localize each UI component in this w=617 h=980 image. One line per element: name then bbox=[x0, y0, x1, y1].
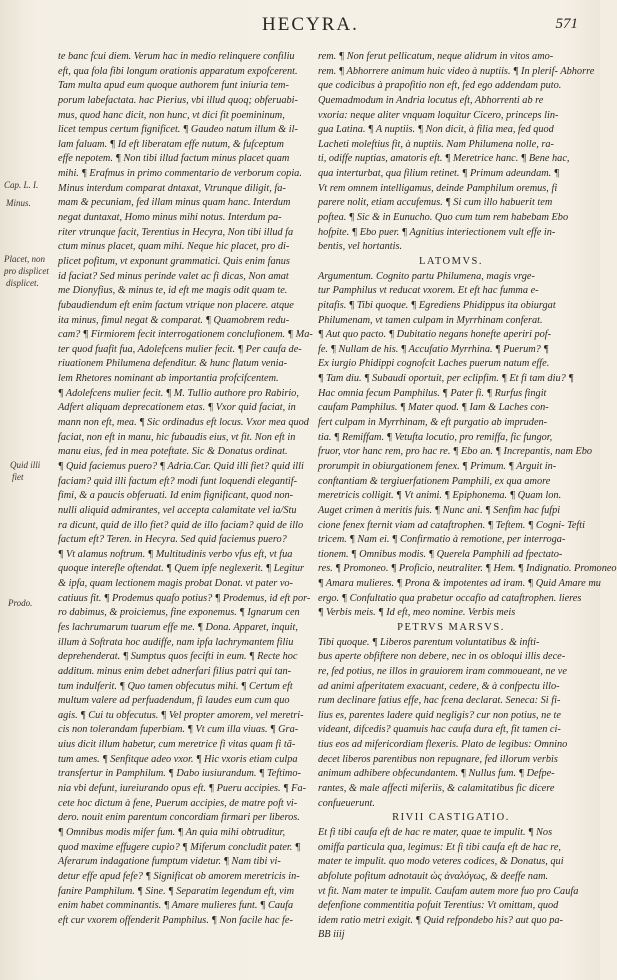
margin-note: Cap. L. I. bbox=[4, 180, 39, 190]
text-line: Vt rem omnem intelligamus, deinde Pamphilum oremus, fi bbox=[318, 182, 558, 194]
text-line: cione fenex fternit viam ad cataftrophen. ¶ Teftem. ¶ Cogni- Tefti bbox=[318, 519, 586, 531]
text-line: mam & pecuniam, fed illam minus quam hanc. Interdum bbox=[58, 197, 291, 209]
text-line: enim habet comminantis. ¶ Amare mulieres funt. ¶ Caufa bbox=[58, 900, 294, 912]
text-line: cis non tolerandam fuperbiam. ¶ Vt cum illa viuas. ¶ Gra- bbox=[58, 724, 299, 736]
text-line: faciat, non eft in manu, hic fubaudis eius, vt fit. Non eft in bbox=[58, 431, 296, 443]
left-column bbox=[58, 50, 316, 928]
text-line: factum eft? Teren. in Hecyra. Sed quid faciemus puero? bbox=[58, 534, 287, 546]
section-heading: RIVII CASTIGATIO. bbox=[392, 812, 510, 824]
text-line: te banc fcui diem. Verum hac in medio relinquere confiliu bbox=[58, 51, 295, 62]
text-line: bus aperte obfiftere non debere, nec in os obloqui illis dece- bbox=[318, 651, 566, 663]
text-line: mus, quod hanc dicit, non hunc, vt dici fit poemininum, bbox=[58, 109, 285, 121]
text-line: ¶ Adolefcens mulier fecit. ¶ M. Tullio authore pro Rabirio, bbox=[58, 387, 299, 399]
text-line: ¶ Amara mulieres. ¶ Prona & impotentes ad iram. ¶ Quid Amare mu bbox=[318, 578, 601, 590]
text-line: lam faluam. ¶ Id eft liberatam effe nutum, & fufceptum bbox=[58, 138, 284, 150]
text-line: & ipfa, quam lectionem magis probat Donat. vt pater vo- bbox=[58, 578, 293, 590]
text-line: res. ¶ Promoneo. ¶ Proficio, neutraliter. ¶ Hem. ¶ Indignatio. Promoneo bbox=[318, 563, 617, 575]
text-line: mater te impulit. quo modo veteres codices, & Donatus, qui bbox=[318, 856, 564, 868]
text-line: idem ratio metri exigit. ¶ Quid refpondebo his? aut quo pa- bbox=[318, 914, 563, 926]
text-line: ergo. ¶ Confultatio qua prabetur occafio ad cataftrophen. lieres bbox=[318, 592, 582, 604]
text-line: ¶ Tam diu. ¶ Subaudi oportuit, per eclipfim. ¶ Et fi tam diu? ¶ bbox=[318, 373, 574, 385]
text-line: conftantiam & tergiuerfationem Pamphili, ex qua amore bbox=[318, 475, 551, 487]
text-line: Tam multa apud eum quoque authorem funt iniuria tem- bbox=[58, 80, 289, 92]
text-line: eft, qua fola fibi longum orationis apparatum expofcerent. bbox=[58, 65, 298, 77]
text-line: lem Rhetores nominant ab importantia profcifcentem. bbox=[58, 373, 279, 385]
margin-note: Quid illi bbox=[10, 460, 41, 470]
text-line: me Dionyfius, & minus te, id eft me magis odit quam te. bbox=[58, 285, 288, 297]
text-line: tionem. ¶ Omnibus modis. ¶ Querela Pamphili ad fpectato- bbox=[318, 548, 563, 560]
text-line: abfolute pofitum adnotauit ὡς ἀναλόγως, & deeffe nam. bbox=[318, 870, 549, 882]
text-line: faciam? quid illi factum eft? modi funt loquendi elegantif- bbox=[58, 475, 298, 487]
text-line: lius es, parentes ladere quid negligis? cur non potius, ne te bbox=[318, 709, 561, 721]
text-line: vxoria: neque aliter vnquam loquitur Cicero, princeps lin- bbox=[318, 109, 559, 121]
text-line: id faciat? Sed minus perinde valet ac fi dicas, Non amat bbox=[58, 270, 289, 282]
text-line: rum declinare fatius effe, hac fcena declarat. Seneca: Si fi- bbox=[318, 695, 561, 707]
text-line: que codicibus à prapofitio non eft, fed ego addendam puto. bbox=[318, 80, 562, 92]
text-line: rem. ¶ Non ferut pellicatum, neque alidrum in vitos amo- bbox=[318, 51, 554, 62]
text-line: fanire Pamphilum. ¶ Sine. ¶ Separatim legendum eft, vim bbox=[58, 885, 295, 897]
margin-note: Minus. bbox=[6, 198, 31, 208]
text-line: Ex iurgio Phidippi cognofcit Laches puerum natum effe. bbox=[318, 358, 550, 370]
text-line: porum labefactata. hac Pierius, vbi illud quoq; obferuabi- bbox=[58, 94, 298, 106]
text-line: uius dicit illum habetur, cum meretrice fi vitas quam fi tã- bbox=[58, 739, 296, 751]
text-line: videant, difcedis? quamuis hac caufa dura eft, fit tamen ci- bbox=[318, 724, 561, 736]
running-title: HECYRA. bbox=[262, 14, 359, 35]
text-line: fimi, & a paucis obferuati. Id enim fignificant, quod non- bbox=[58, 490, 294, 502]
text-line: tum indulferit. ¶ Quo tamen obfecutus mihi. ¶ Certum eft bbox=[58, 680, 293, 692]
text-line: additum. minus enim debet adnerfari filius patri qui tan- bbox=[58, 665, 292, 677]
text-line: defenfione commentitia pofuit Terentius: Vt omittam, quod bbox=[318, 900, 559, 912]
text-line: ¶ Quid faciemus puero? ¶ Adria.Car. Quid illi fiet? quid illi bbox=[58, 460, 304, 472]
text-line: fert culpam in Myrrhinam, & eft purgatio ab impruden- bbox=[318, 417, 548, 429]
text-line: Adfert aliquam deprecationem etas. ¶ Vxor quid faciat, in bbox=[58, 402, 296, 414]
text-line: negat duntaxat, Homo minus mihi notus. Interdum pa- bbox=[58, 212, 282, 224]
text-line: ra dicunt, quid de illo fiet? quid de illo faciam? quid de illo bbox=[58, 519, 304, 531]
text-line: agis. ¶ Cui tu obfecutus. ¶ Vel propter amorem, vel meretri- bbox=[58, 709, 304, 721]
text-line: riter vtrunque facit, Terentius in Hecyra, Non tibi illud fa bbox=[58, 226, 294, 238]
text-line: Hac omnia fecum Pamphilus. ¶ Pater fi. ¶ Rurfus fingit bbox=[318, 387, 547, 399]
text-line: fruor, vtor hanc rem, pro hac re. ¶ Ebo an. ¶ Increpantis, nam Ebo bbox=[318, 446, 593, 458]
text-line: Tibi quoque. ¶ Liberos parentum voluntatibus & infti- bbox=[318, 636, 540, 648]
text-line: Minus interdum comparat dntaxat, Vtrunque diligit, fa- bbox=[58, 182, 286, 194]
text-line: eft cur vxorem offenderit Pamphilus. ¶ Non facile hac fe- bbox=[58, 914, 293, 926]
text-line: omiffa particula qua, legimus: Et fi tibi caufa eft de hac re, bbox=[318, 841, 561, 853]
text-line: tius eos ad mifericordiam flexeris. Plato de legibus: Omnino bbox=[318, 739, 568, 751]
text-line: poftea. ¶ Sic & in Eunucho. Quo cum tum rem habebam Ebo bbox=[318, 212, 569, 224]
text-line: deprehenderat. ¶ Sumptus quos fecifti in eum. ¶ Recte hoc bbox=[58, 651, 298, 663]
margin-note: displicet. bbox=[6, 278, 39, 288]
text-line: effe nepotem. ¶ Non tibi illud factum minus placet quam bbox=[58, 153, 290, 165]
text-line: ti, odiffe nuptias, amatoris eft. ¶ Meretrice hanc. ¶ Bene hac, bbox=[318, 153, 570, 165]
text-line: Argumentum. Cognito partu Philumena, magis vrge- bbox=[318, 270, 535, 282]
text-line: ¶ Verbis meis. ¶ Id eft, meo nomine. Verbis meis bbox=[318, 607, 516, 619]
text-line: decet liberos parentibus non repugnare, fed illorum verbis bbox=[318, 753, 558, 765]
text-line: dero. nouit enim parentum concordiam firmari per liberos. bbox=[58, 812, 300, 824]
text-line: fubaudiendum eft enim factum vtrique non placere. atque bbox=[58, 299, 294, 311]
text-line: cam? ¶ Firmiorem fecit interrogationem conclufionem. ¶ Ma- bbox=[58, 329, 313, 341]
section-heading: LATOMVS. bbox=[418, 255, 484, 267]
text-line: cete hoc dictum à fene, Puerum accipies, de matre poft vi- bbox=[58, 797, 298, 809]
text-line: rem. ¶ Abhorrere animum huic video à nuptiis. ¶ In plerif- Abhorre bbox=[318, 65, 595, 77]
text-line: catiuus fit. ¶ Prodemus quafo potius? ¶ Prodemus, id eft por- bbox=[58, 592, 311, 604]
text-line: riuationem Philumena defenditur. & hunc flatum venia- bbox=[58, 358, 288, 370]
text-line: tum ames. ¶ Senfitque adeo vxor. ¶ Hic vxoris etiam culpa bbox=[58, 753, 298, 765]
text-line: vt fit. Nam mater te impulit. Caufam autem more fuo pro Caufa bbox=[318, 885, 579, 897]
margin-note: Placet, non bbox=[4, 254, 45, 264]
text-line: illum à Softrata hoc audiffe, nam ipfa lachrymantem filiu bbox=[58, 636, 294, 648]
text-line: licet tempus certum fignificet. ¶ Gaudeo natum illum & il- bbox=[58, 124, 298, 136]
text-line: quod maxime effugere cupio? ¶ Miferum concludit pater. ¶ bbox=[58, 841, 301, 853]
text-line: tia. ¶ Remiffam. ¶ Vetufta locutio, pro remiffa, fic fungor, bbox=[318, 431, 553, 443]
text-line: Auget crimen à meritis fuis. ¶ Nunc ani. ¶ Senfim hac fufpi bbox=[318, 504, 561, 516]
text-line: confueuerunt. bbox=[318, 797, 375, 809]
text-line: detur effe apud fefe? ¶ Significat ob amorem meretricis in- bbox=[58, 870, 300, 882]
text-line: parere nolit, etiam accufemus. ¶ Si cum illo habuerit tem bbox=[318, 197, 553, 209]
text-line: pitafis. ¶ Tibi quoque. ¶ Egrediens Phidippus ita obiurgat bbox=[318, 299, 556, 311]
text-line: Quemadmodum in Andria locutus eft, Abhorrenti ab re bbox=[318, 94, 544, 106]
text-line: ¶ Aut quo pacto. ¶ Dubitatio negans honefte aperiri pof- bbox=[318, 329, 552, 341]
margin-note: fiet bbox=[12, 472, 24, 482]
text-line: ¶ Vt alamus noftrum. ¶ Multitudinis verbo vfus eft, vt fua bbox=[58, 548, 293, 560]
margin-note: pro displicet bbox=[4, 266, 49, 276]
text-line: nulli aliquid admirantes, vel accepta calamitate vel ia/Stu bbox=[58, 504, 297, 516]
text-line: animum adhibere obfecundantem. ¶ Nullus fum. ¶ Defpe- bbox=[318, 768, 555, 780]
text-line: gua Latina. ¶ A nuptiis. ¶ Non dicit, à filia mea, fed quod bbox=[318, 124, 554, 136]
text-line: Et fi tibi caufa eft de hac re mater, quae te impulit. ¶ Nos bbox=[318, 826, 553, 838]
margin-note: Prodo. bbox=[8, 598, 33, 608]
text-line: bentis, vel hortantis. bbox=[318, 241, 403, 253]
text-line: Philumenam, vt tamen culpam in Myrrhinam conferat. bbox=[318, 314, 543, 326]
text-line: ctum minus placet, quam mihi. Neque hic placet, pro di- bbox=[58, 241, 290, 253]
page-number: 571 bbox=[555, 16, 578, 32]
text-line: fe. ¶ Nullam de his. ¶ Accufatio Myrrhina. ¶ Puerum? ¶ bbox=[318, 343, 549, 355]
text-line: plicet pofitum, vt exponunt grammatici. Quis enim fanus bbox=[58, 255, 290, 267]
text-line: qua interturbat, qua filium retinet. ¶ Primum adeundam. ¶ bbox=[318, 168, 560, 180]
text-line: caufam Pamphilus. ¶ Mater quod. ¶ Iam & Laches con- bbox=[318, 402, 549, 414]
text-line: re, fed potius, ne illos in grauiorem iram commoueant, ne ve bbox=[318, 665, 567, 677]
text-line: hofpite. ¶ Ebo puer. ¶ Agnitius interiectionem vult effe in- bbox=[318, 226, 556, 238]
text-line: tur Pamphilus vt reducat vxorem. Et eft hac fumma e- bbox=[318, 285, 539, 297]
text-line: mann non eft, mea. ¶ Sic ordinadus eft locus. Vxor mea quod bbox=[58, 417, 309, 429]
section-heading: PETRVS MARSVS. bbox=[397, 621, 505, 633]
running-head bbox=[0, 14, 600, 40]
text-line: BB iiij bbox=[318, 929, 345, 941]
text-line: ita minus, fimul negat & comparat. ¶ Quamobrem redu- bbox=[58, 314, 290, 326]
text-line: ad animi afperitatem exacuant, cedere, & à confpectu illo- bbox=[318, 680, 560, 692]
text-line: multum valere ad perfuadendum, fi laudes eum cum quo bbox=[58, 695, 290, 707]
text-line: fes lachrumarum tuarum effe me. ¶ Dona. Apparet, inquit, bbox=[58, 621, 298, 633]
text-line: ¶ Omnibus modis mifer fum. ¶ An quia mihi obtruditur, bbox=[58, 826, 286, 838]
text-line: rantes, & male affecti miferiis, & calamitatibus fic dicere bbox=[318, 783, 555, 795]
text-line: quoque interefle oftendat. ¶ Quem ipfe neglexerit. ¶ Legitur bbox=[58, 563, 305, 575]
right-column bbox=[318, 50, 617, 943]
text-line: tricem. ¶ Nam ei. ¶ Confirmatio à remotione, per interroga- bbox=[318, 534, 566, 546]
text-line: Lacheti moleftius fit, à nuptiis. Nam Philumena nolle, ra- bbox=[318, 138, 554, 150]
text-line: manu eius, fed in mea poteftate. Sic & Donatus ordinat. bbox=[58, 446, 288, 458]
text-line: mihi. ¶ Erafmus in primo commentario de verborum copia. bbox=[58, 168, 302, 180]
text-line: nia vbi defunt, iureiurando opus eft. ¶ Pueru accipies. ¶ Fa- bbox=[58, 783, 307, 795]
text-line: transfertur in Pamphilum. ¶ Dabo iusiurandum. ¶ Teftimo- bbox=[58, 768, 301, 780]
text-line: ro dabimus, & proiciemus, fine exponemus. ¶ Ignarum cen bbox=[58, 607, 300, 619]
text-line: meretricis colligit. ¶ Vt animi. ¶ Epiphonema. ¶ Quam lon. bbox=[318, 490, 562, 502]
text-line: ter quod fuafit fua, Adolefcens mulier fecit. ¶ Per caufa de- bbox=[58, 343, 302, 355]
text-line: prorumpit in obiurgationem fenex. ¶ Primum. ¶ Arguit in- bbox=[318, 460, 557, 472]
text-line: Aferarum indagatione fumptum videtur. ¶ Nam tibi vi- bbox=[58, 856, 281, 868]
